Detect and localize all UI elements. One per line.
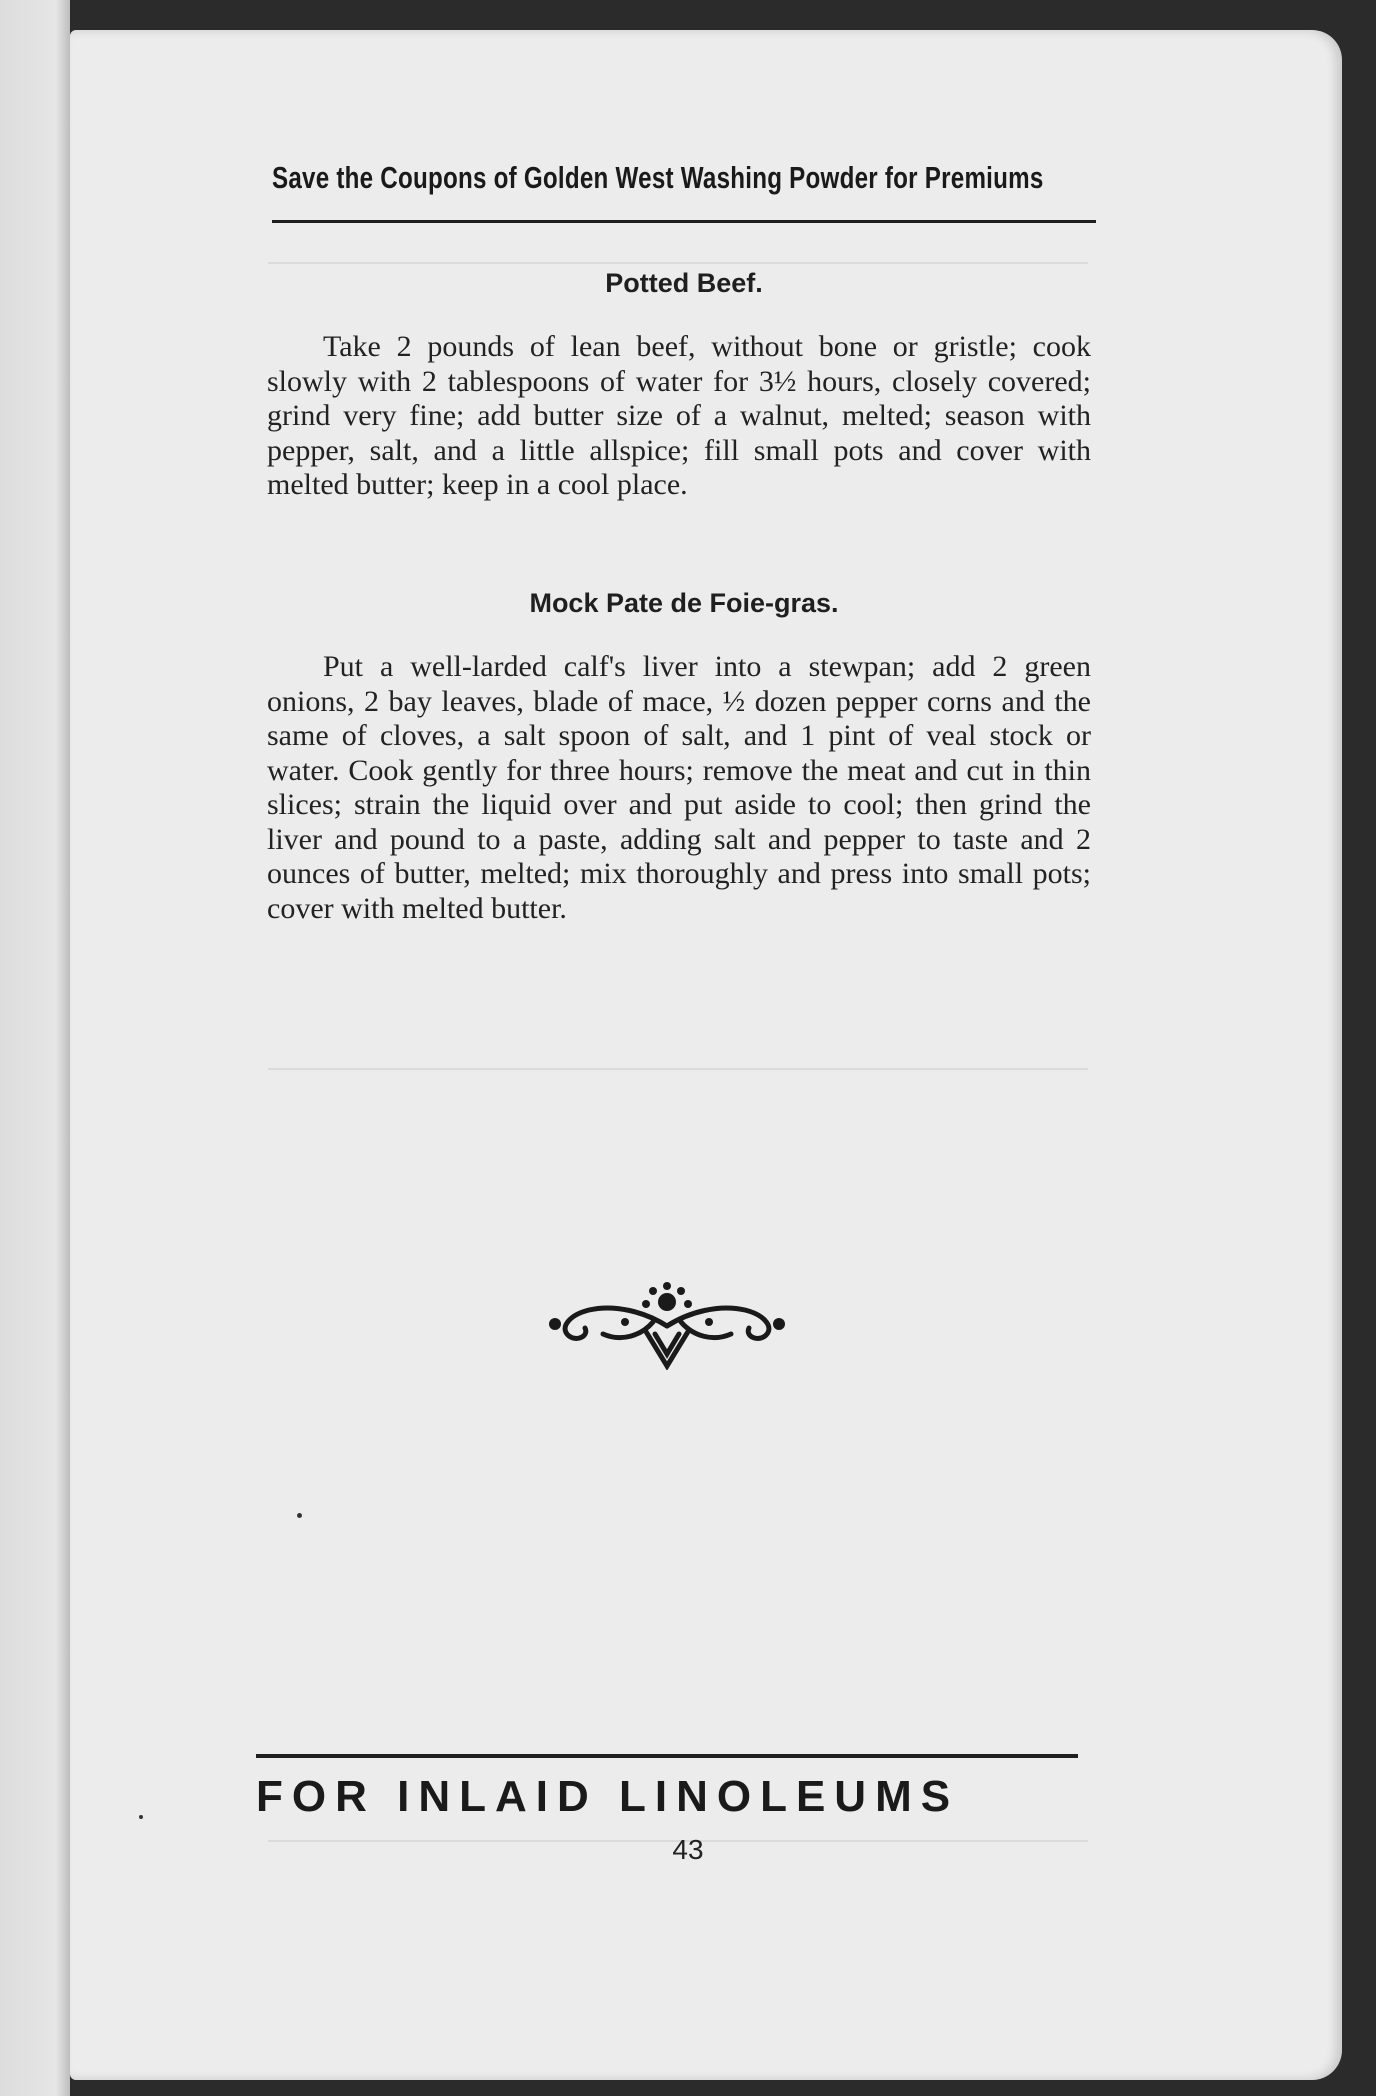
running-header: Save the Coupons of Golden West Washing Powder for Premiums: [272, 160, 1044, 195]
page-number: 43: [672, 1834, 704, 1865]
ornament-icon: [545, 1282, 789, 1370]
header-rule: [272, 220, 1096, 223]
facing-page-edge: [0, 0, 70, 2096]
recipe-title-potted-beef: Potted Beef.: [605, 268, 763, 298]
ink-speck: [297, 1513, 302, 1518]
bleed-through-line: [268, 1068, 1088, 1070]
recipe-body-mock-pate: Put a well-larded calf's liver into a stewpan; add 2 green onions, 2 bay leaves, blade of mace, ½ dozen pepper corns and the same of cloves, a salt spoon of salt, and 1 pint of veal stock or water. Cook gently for three hours; remove the meat and cut in thin slices; strain the liquid over and put aside to cool; then grind the liver and pound to a paste, adding salt and pepper to taste and 2 ounces of butter, melted; mix thoroughly and press into small pots; cover with melted butter.: [267, 650, 1091, 925]
recipe-title-mock-pate: Mock Pate de Foie-gras.: [529, 588, 839, 618]
footer-rule: [256, 1754, 1078, 1758]
footer-advert: FOR INLAID LINOLEUMS: [256, 1772, 960, 1821]
recipe-body-potted-beef: Take 2 pounds of lean beef, without bone or gristle; cook slowly with 2 tablespoons of water for 3½ hours, closely covered; grind very fine; add butter size of a walnut, melted; season with pepper, salt, and a little allspice; fill small pots and cover with melted butter; keep in a cool place.: [267, 330, 1091, 501]
bleed-through-line: [268, 262, 1088, 264]
ink-speck: [139, 1815, 143, 1819]
